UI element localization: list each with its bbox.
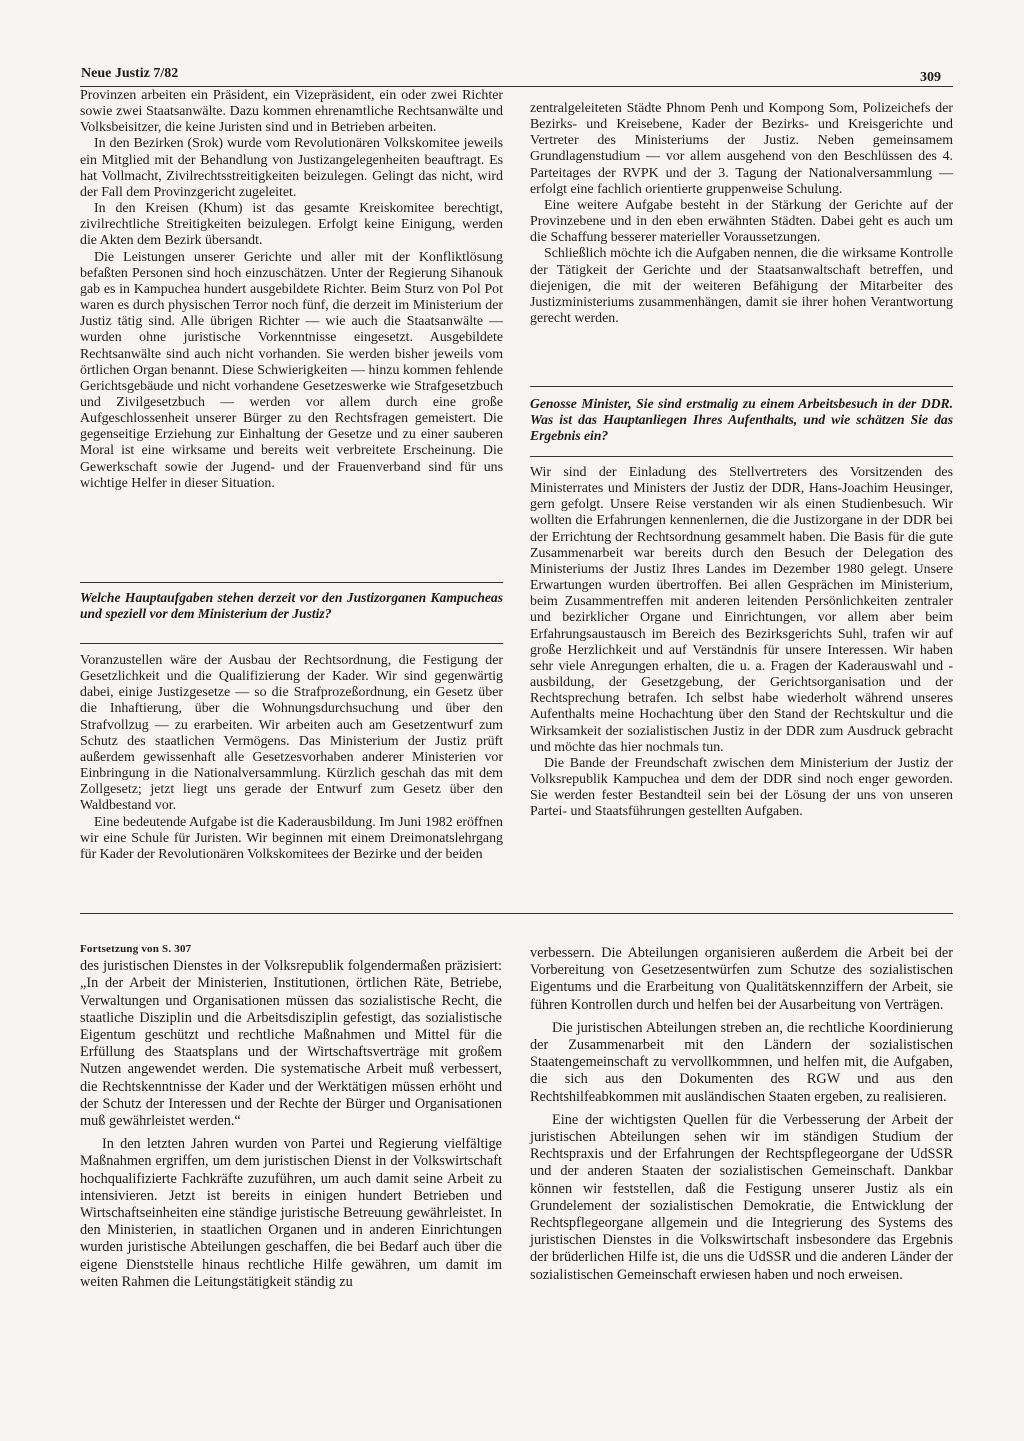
- paragraph: In den Bezirken (Srok) wurde vom Revolutionären Volkskomitee jeweils ein Mitglied mit der Behandlung von Justizangelegenheiten beauftragt. Es hat Vollmacht, Zivilrechtsstreitigkeiten beizulegen. Gelingt das nicht, wird der Fall dem Provinzgericht zugeleitet.: [80, 136, 503, 200]
- paragraph: Voranzustellen wäre der Ausbau der Rechtsordnung, die Festigung der Gesetzlichkeit und die Qualifizierung der Kader. Wir sind gegenwärtig dabei, einige Justizgesetze — so die Strafprozeßordnung, ein Gesetz über die Inhaftierung, über die Wohnungsdurchsuchung und über den Strafvollzug — zu erarbeiten. Wir arbeiten auch am Gesetzentwurf zum Schutz des staatlichen Vermögens. Das Ministerium der Justiz prüft außerdem gewissenhaft alle Gesetzesvorhaben anderer Ministerien vor Einbringung in die Nationalversammlung. Kürzlich geschah das mit dem Zollgesetz; jetzt liegt uns gerade der Entwurf zum Gesetz über den Waldbestand vor.: [80, 653, 503, 814]
- continuation-right-column: [530, 945, 953, 1284]
- paragraph: Die Leistungen unserer Gerichte und aller mit der Konfliktlösung befaßten Personen sind hoch einzuschätzen. Unter der Regierung Sihanouk gab es in Kampuchea hundert ausgebildete Richter. Beim Sturz von Pol Pot waren es durch physischen Terror noch fünf, die derzeit im Ministerium der Justiz tätig sind. Alle übrigen Richter — wie auch die Staatsanwälte — wurden ohne juristische Vorkenntnisse eingesetzt. Ausgebildete Rechtsanwälte sind auch nicht vorhanden. Sie werden bisher jeweils vom örtlichen Organ benannt. Diese Schwierigkeiten — hinzu kommen fehlende Gerichtsgebäude und nicht vorhandene Gesetzeswerke wie Strafgesetzbuch und Zivilgesetzbuch — werden vor allem durch eine große Aufgeschlossenheit unserer Bürger zu den Rechtsfragen gemeistert. Die gegenseitige Erziehung zur Einhaltung der Gesetze und zu einer sauberen Moral ist eine wirksame und bereits weit verbreitete Erscheinung. Die Gewerkschaft sowie der Jugend- und der Frauenverband sind für uns wichtige Helfer in dieser Situation.: [80, 249, 503, 491]
- article-right-column: [530, 101, 953, 327]
- question-block: [530, 396, 953, 444]
- paragraph: Die Bande der Freundschaft zwischen dem Ministerium der Justiz der Volksrepublik Kampuchea und dem der DDR sind noch enger geworden. Sie werden fester Bestandteil sein bei der Lösung der uns von unseren Partei- und Staatsführungen gestellten Aufgaben.: [530, 755, 953, 820]
- question-block: [80, 590, 503, 622]
- paragraph: Die juristischen Abteilungen streben an, die rechtliche Koordinierung der Zusammenarbeit mit den Ländern der sozialistischen Staatengemeinschaft zu vervollkommnen, und helfen mit, die Aufgaben, die sich aus den Dokumenten des RGW und aus den Rechtshilfeabkommen mit ausländischen Staaten ergeben, zu realisieren.: [530, 1019, 953, 1105]
- section-divider: [80, 913, 953, 914]
- paragraph: des juristischen Dienstes in der Volksrepublik folgendermaßen präzisiert: „In der Arbeit der Ministerien, Institutionen, örtlichen Räte, Betriebe, Verwaltungen und Organisationen müssen das sozialistische Recht, die staatliche Disziplin und die Arbeitsdisziplin gefestigt, das sozialistische Eigentum geschützt und rechtliche Maßnahmen und Mittel für die Erfüllung des Staatsplans und der Wirtschaftsverträge mit großem Nutzen angewendet werden. Die systematische Arbeit muß verbessert, die Rechtskenntnisse der Kader und der Werktätigen müssen erhöht und der Schutz der Interessen und der Rechte der Bürger und Organisationen muß gewährleistet werden.“: [80, 958, 502, 1130]
- answer-block: [530, 465, 953, 820]
- paragraph: Eine weitere Aufgabe besteht in der Stärkung der Gerichte auf der Provinzebene und in den eben erwähnten Städten. Dabei geht es auch um die Schaffung besserer materieller Voraussetzungen.: [530, 197, 953, 246]
- paragraph: Wir sind der Einladung des Stellvertreters des Vorsitzenden des Ministerrates und Ministers der Justiz der DDR, Hans-Joachim Heusinger, gern gefolgt. Unsere Reise verstanden wir als einen Studienbesuch. Wir wollten die Erfahrungen kennenlernen, die die Justizorgane in der DDR bei der Errichtung der Rechtsordnung gesammelt haben. Die Basis für die gute Zusammenarbeit war bereits durch den Besuch der Delegation des Ministeriums der Justiz Ihres Landes im Dezember 1980 gelegt. Unsere Erwartungen wurden übertroffen. Bei allen Gesprächen im Ministerium, beim Zusammentreffen mit anderen leitenden Persönlichkeiten zentraler und bezirklicher Organe und Einrichtungen, vor allem aber beim Erfahrungsaustausch im Bereich des Bezirksgerichts Suhl, trafen wir auf große Herzlichkeit und auf Verständnis für unsere Interessen. Wir haben sehr viele Anregungen erhalten, die u. a. Fragen der Kaderauswahl und -ausbildung, der Gesetzgebung, der Gerichtsorganisation und der Rechtsprechung betrafen. Ich selbst habe wiederholt während unseres Aufenthalts meine Hochachtung über den Stand der Rechtskultur und die Wirksamkeit der sozialistischen Justiz in der DDR zum Ausdruck gebracht und möchte das hier nochmals tun.: [530, 465, 953, 755]
- answer-block: [80, 653, 503, 863]
- question-rule-bottom: [80, 643, 503, 644]
- page-number: 309: [920, 70, 941, 85]
- paragraph: Provinzen arbeiten ein Präsident, ein Vizepräsident, ein oder zwei Richter sowie zwei Staatsanwälte. Dazu kommen ehrenamtliche Rechtsanwälte und Volksbeisitzer, die keine Juristen sind und in Betrieben arbeiten.: [80, 88, 503, 136]
- question-rule-bottom: [530, 456, 953, 457]
- continuation-label: Fortsetzung von S. 307: [80, 943, 192, 955]
- continuation-left-column: [80, 941, 502, 1291]
- paragraph: In den Kreisen (Khum) ist das gesamte Kreiskomitee berechtigt, zivilrechtliche Streitigkeiten beizulegen. Erfolgt keine Einigung, werden die Akten dem Bezirk übersandt.: [80, 201, 503, 249]
- paragraph: verbessern. Die Abteilungen organisieren außerdem die Arbeit bei der Vorbereitung von Gesetzesentwürfen zum Schutze des sozialistischen Eigentums und die Erarbeitung von Qualitätskennziffern der Arbeit, sie führen Kontrollen durch und helfen bei der Ausarbeitung von Verträgen.: [530, 945, 953, 1013]
- paragraph: zentralgeleiteten Städte Phnom Penh und Kompong Som, Polizeichefs der Bezirks- und Kreisebene, Kader der Bezirks- und Kreisgerichte und Vertreter des Ministeriums der Justiz. Neben gemeinsamem Grundlagenstudium — vor allem ausgehend von den Beschlüssen des 4. Parteitages der RVPK und der 3. Tagung der Nationalversammlung — erfolgt eine fachlich orientierte gruppenweise Schulung.: [530, 101, 953, 197]
- interview-question: Welche Hauptaufgaben stehen derzeit vor den Justizorganen Kampucheas und speziell vor dem Ministerium der Justiz?: [80, 590, 503, 621]
- paragraph: In den letzten Jahren wurden von Partei und Regierung vielfältige Maßnahmen ergriffen, um dem juristischen Dienst in der Volkswirtschaft hochqualifizierte Fachkräfte zuzuführen, um auch damit seine Arbeit zu intensivieren. Jetzt ist bereits in einigen hundert Betrieben und Wirtschaftseinheiten eine ständige juristische Betreuung gewährleistet. In den Ministerien, in staatlichen Organen und in anderen Einrichtungen wurden juristische Abteilungen geschaffen, die bei Bedarf auch über die eigene Dienststelle hinaus rechtliche Hilfe gewähren, um damit im weiten Rahmen die Leitungstätigkeit ständig zu: [80, 1136, 502, 1290]
- question-rule-top: [530, 386, 953, 387]
- journal-title: Neue Justiz 7/82: [81, 66, 179, 81]
- paragraph: Schließlich möchte ich die Aufgaben nennen, die die wirksame Kontrolle der Tätigkeit der Gerichte und der Staatsanwaltschaft betreffen, und diejenigen, die mit der weiteren Befähigung der Mitarbeiter des Justizministeriums zusammenhängen, damit sie ihrer hohen Verantwortung gerecht werden.: [530, 246, 953, 327]
- paragraph: Eine der wichtigsten Quellen für die Verbesserung der Arbeit der juristischen Abteilungen sehen wir im ständigen Studium der Rechtspraxis und der Erfahrungen der Rechtspflegeorgane der UdSSR und der anderen Staaten der sozialistischen Gemeinschaft. Dankbar können wir feststellen, daß die Festigung unserer Justiz als ein Grundelement der sozialistischen Demokratie, die Entwicklung der Rechtspflegeorgane allgemein und die Integrierung des Systems des juristischen Dienstes in die Volkswirtschaft insbesondere das Ergebnis der brüderlichen Hilfe ist, die uns die UdSSR und die anderen Länder der sozialistischen Gemeinschaft erwiesen haben und noch erweisen.: [530, 1111, 953, 1283]
- question-rule-top: [80, 582, 503, 583]
- header-rule: [80, 86, 953, 87]
- article-left-column: [80, 88, 503, 492]
- paragraph: Eine bedeutende Aufgabe ist die Kaderausbildung. Im Juni 1982 eröffnen wir eine Schule für Juristen. Wir beginnen mit einem Dreimonatslehrgang für Kader der Revolutionären Volkskomitees der Bezirke und der beiden: [80, 814, 503, 862]
- interview-question: Genosse Minister, Sie sind erstmalig zu einem Arbeitsbesuch in der DDR. Was ist das Hauptanliegen Ihres Aufenthalts, und wie schätzen Sie das Ergebnis ein?: [530, 396, 953, 443]
